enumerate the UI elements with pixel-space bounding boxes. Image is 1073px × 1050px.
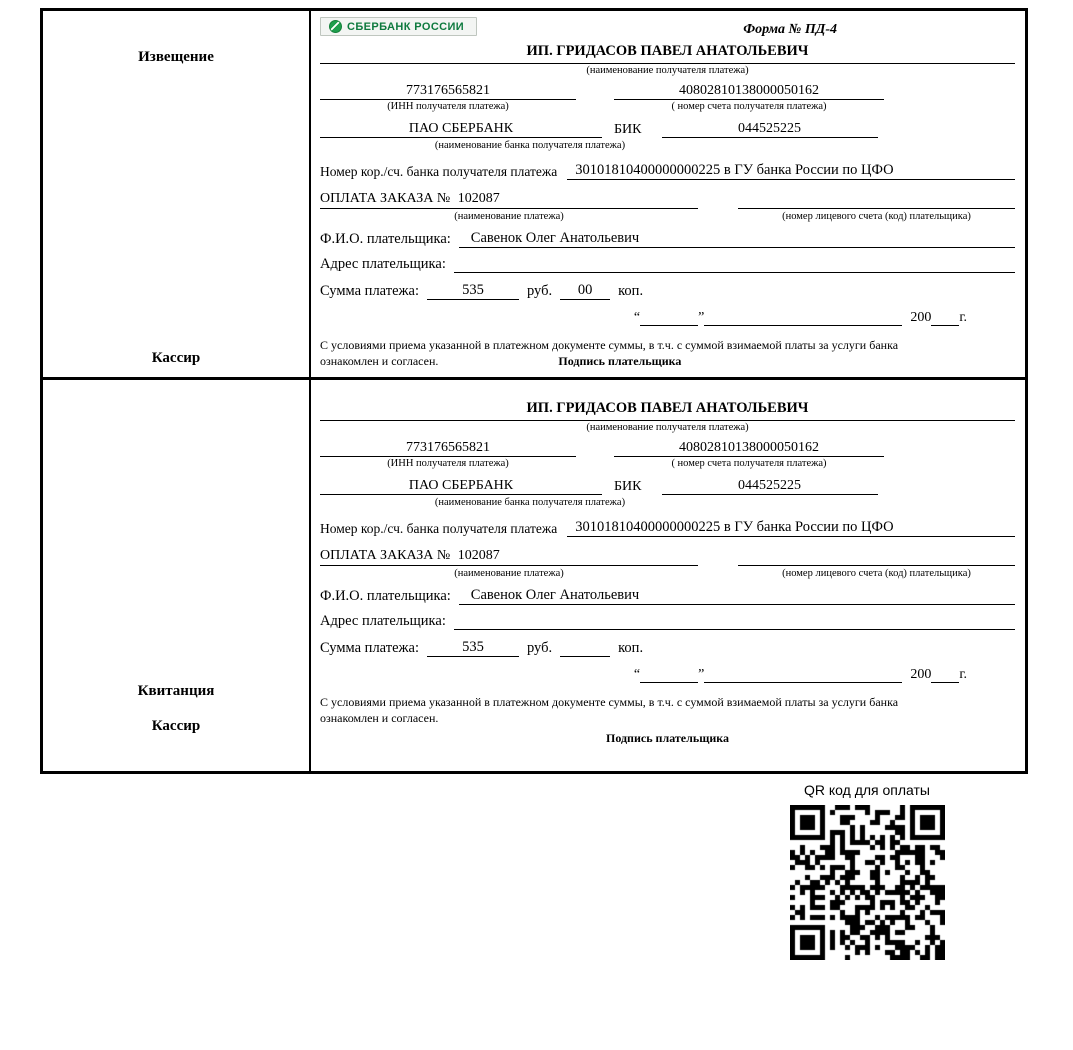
inn-account-row bbox=[320, 440, 1015, 471]
inn-caption: (ИНН получателя платежа) bbox=[387, 100, 509, 112]
order-number: 102087 bbox=[457, 190, 500, 206]
payer-name-value: Савенок Олег Анатольевич bbox=[459, 587, 1015, 605]
personal-account-caption: (номер лицевого счета (код) плательщика) bbox=[782, 567, 971, 579]
terms-line2: ознакомлен и согласен. bbox=[320, 710, 439, 725]
personal-account-blank bbox=[738, 548, 1015, 566]
signature-label: Подпись плательщика bbox=[606, 730, 729, 745]
payer-name-label: Ф.И.О. плательщика: bbox=[320, 230, 451, 247]
pd4-form bbox=[40, 8, 1028, 774]
payer-address-label: Адрес плательщика: bbox=[320, 612, 446, 629]
purpose-row bbox=[320, 191, 1015, 209]
terms-block bbox=[320, 694, 1015, 726]
corr-account-value: 30101810400000000225 в ГУ банка России по ЦФО bbox=[567, 519, 1015, 537]
payer-address-blank bbox=[454, 612, 1015, 630]
notice-section bbox=[43, 11, 1025, 377]
corr-account-row bbox=[320, 519, 1015, 537]
sberbank-logo-icon bbox=[329, 20, 342, 33]
date-day-blank bbox=[640, 310, 698, 326]
date-year-blank bbox=[931, 310, 959, 326]
rub-label: руб. bbox=[527, 639, 553, 656]
cashier-label: Кассир bbox=[151, 717, 201, 734]
inn-account-row bbox=[320, 83, 1015, 114]
date-close-quote: ” bbox=[698, 309, 705, 325]
sum-rub-value: 535 bbox=[427, 282, 519, 300]
terms-line1: С условиями приема указанной в платежном документе суммы, в т.ч. с суммой взимаемой платы за услуги банка bbox=[320, 694, 899, 709]
payer-name-label: Ф.И.О. плательщика: bbox=[320, 587, 451, 604]
purpose-caption: (наименование платежа) bbox=[454, 567, 564, 579]
date-year-suffix: г. bbox=[959, 309, 967, 325]
order-number: 102087 bbox=[457, 547, 500, 563]
payer-address-label: Адрес плательщика: bbox=[320, 255, 446, 272]
corr-account-row bbox=[320, 162, 1015, 180]
inn-value: 773176565821 bbox=[320, 83, 576, 100]
kop-label: коп. bbox=[618, 639, 644, 656]
receipt-label: Квитанция bbox=[137, 682, 215, 699]
date-open-quote: “ bbox=[633, 666, 641, 682]
bik-value: 044525225 bbox=[662, 478, 878, 495]
sum-rub-value: 535 bbox=[427, 639, 519, 657]
terms-line1: С условиями приема указанной в платежном документе суммы, в т.ч. с суммой взимаемой платы за услуги банка bbox=[320, 337, 899, 352]
payer-name-value: Савенок Олег Анатольевич bbox=[459, 230, 1015, 248]
payer-address-row bbox=[320, 255, 1015, 273]
date-year-blank bbox=[931, 667, 959, 683]
qr-code-image bbox=[790, 805, 945, 960]
terms-line2: ознакомлен и согласен. bbox=[320, 353, 439, 368]
account-caption: ( номер счета получателя платежа) bbox=[671, 100, 827, 112]
inn-value: 773176565821 bbox=[320, 440, 576, 457]
qr-block bbox=[782, 782, 952, 960]
bank-caption: (наименование банка получателя платежа) bbox=[434, 497, 626, 509]
kop-label: коп. bbox=[618, 282, 644, 299]
payer-name-row bbox=[320, 587, 1015, 605]
sum-row bbox=[320, 639, 1015, 657]
payment-purpose bbox=[320, 548, 698, 566]
notice-header-row bbox=[320, 17, 1015, 43]
notice-left-cell bbox=[43, 11, 311, 377]
date-month-blank bbox=[704, 310, 902, 326]
sberbank-logo bbox=[320, 17, 477, 36]
notice-label: Извещение bbox=[138, 49, 214, 65]
form-number: Форма № ПД-4 bbox=[743, 22, 837, 37]
purpose-label: ОПЛАТА ЗАКАЗА № bbox=[320, 190, 451, 206]
rub-label: руб. bbox=[527, 282, 553, 299]
date-year-prefix: 200 bbox=[910, 666, 932, 682]
receipt-left-cell bbox=[43, 380, 311, 771]
payer-address-blank bbox=[454, 255, 1015, 273]
date-row bbox=[320, 667, 1015, 683]
bank-row bbox=[320, 121, 1015, 138]
notice-content bbox=[311, 11, 1025, 377]
inn-caption: (ИНН получателя платежа) bbox=[387, 457, 509, 469]
sum-label: Сумма платежа: bbox=[320, 282, 419, 299]
account-caption: ( номер счета получателя платежа) bbox=[671, 457, 827, 469]
sum-label: Сумма платежа: bbox=[320, 639, 419, 656]
terms-block bbox=[320, 337, 1015, 369]
payer-address-row bbox=[320, 612, 1015, 630]
date-year-suffix: г. bbox=[959, 666, 967, 682]
bik-label: БИК bbox=[614, 479, 642, 495]
receipt-section bbox=[43, 377, 1025, 771]
purpose-captions-row bbox=[320, 210, 1015, 224]
bank-row bbox=[320, 478, 1015, 495]
purpose-captions-row bbox=[320, 567, 1015, 581]
date-row bbox=[320, 310, 1015, 326]
purpose-caption: (наименование платежа) bbox=[454, 210, 564, 222]
date-open-quote: “ bbox=[633, 309, 641, 325]
bank-name-value: ПАО СБЕРБАНК bbox=[320, 478, 602, 495]
bank-name-value: ПАО СБЕРБАНК bbox=[320, 121, 602, 138]
payer-name-row bbox=[320, 230, 1015, 248]
sberbank-logo-text: СБЕРБАНК РОССИИ bbox=[347, 20, 465, 33]
date-year-prefix: 200 bbox=[910, 309, 932, 325]
corr-account-label: Номер кор./сч. банка получателя платежа bbox=[320, 163, 558, 179]
purpose-row bbox=[320, 548, 1015, 566]
qr-caption: QR код для оплаты bbox=[803, 782, 930, 798]
sum-kop-value: 00 bbox=[560, 282, 610, 300]
recipient-caption: (наименование получателя платежа) bbox=[586, 421, 749, 433]
receipt-content bbox=[311, 380, 1025, 771]
recipient-name: ИП. ГРИДАСОВ ПАВЕЛ АНАТОЛЬЕВИЧ bbox=[320, 400, 1015, 421]
sum-row bbox=[320, 282, 1015, 300]
sum-kop-blank bbox=[560, 640, 610, 657]
recipient-caption: (наименование получателя платежа) bbox=[586, 65, 749, 76]
account-value: 40802810138000050162 bbox=[614, 83, 884, 100]
corr-account-label: Номер кор./сч. банка получателя платежа bbox=[320, 520, 558, 536]
account-value: 40802810138000050162 bbox=[614, 440, 884, 457]
purpose-label: ОПЛАТА ЗАКАЗА № bbox=[320, 547, 451, 563]
date-month-blank bbox=[704, 667, 902, 683]
recipient-name: ИП. ГРИДАСОВ ПАВЕЛ АНАТОЛЬЕВИЧ bbox=[320, 43, 1015, 64]
date-close-quote: ” bbox=[698, 666, 705, 682]
personal-account-blank bbox=[738, 191, 1015, 209]
bank-caption: (наименование банка получателя платежа) bbox=[434, 140, 626, 152]
signature-label: Подпись плательщика bbox=[558, 353, 682, 368]
bik-label: БИК bbox=[614, 122, 642, 138]
date-day-blank bbox=[640, 667, 698, 683]
personal-account-caption: (номер лицевого счета (код) плательщика) bbox=[782, 210, 971, 222]
corr-account-value: 30101810400000000225 в ГУ банка России по ЦФО bbox=[567, 162, 1015, 180]
cashier-label: Кассир bbox=[151, 349, 201, 366]
bik-value: 044525225 bbox=[662, 121, 878, 138]
payment-purpose bbox=[320, 191, 698, 209]
